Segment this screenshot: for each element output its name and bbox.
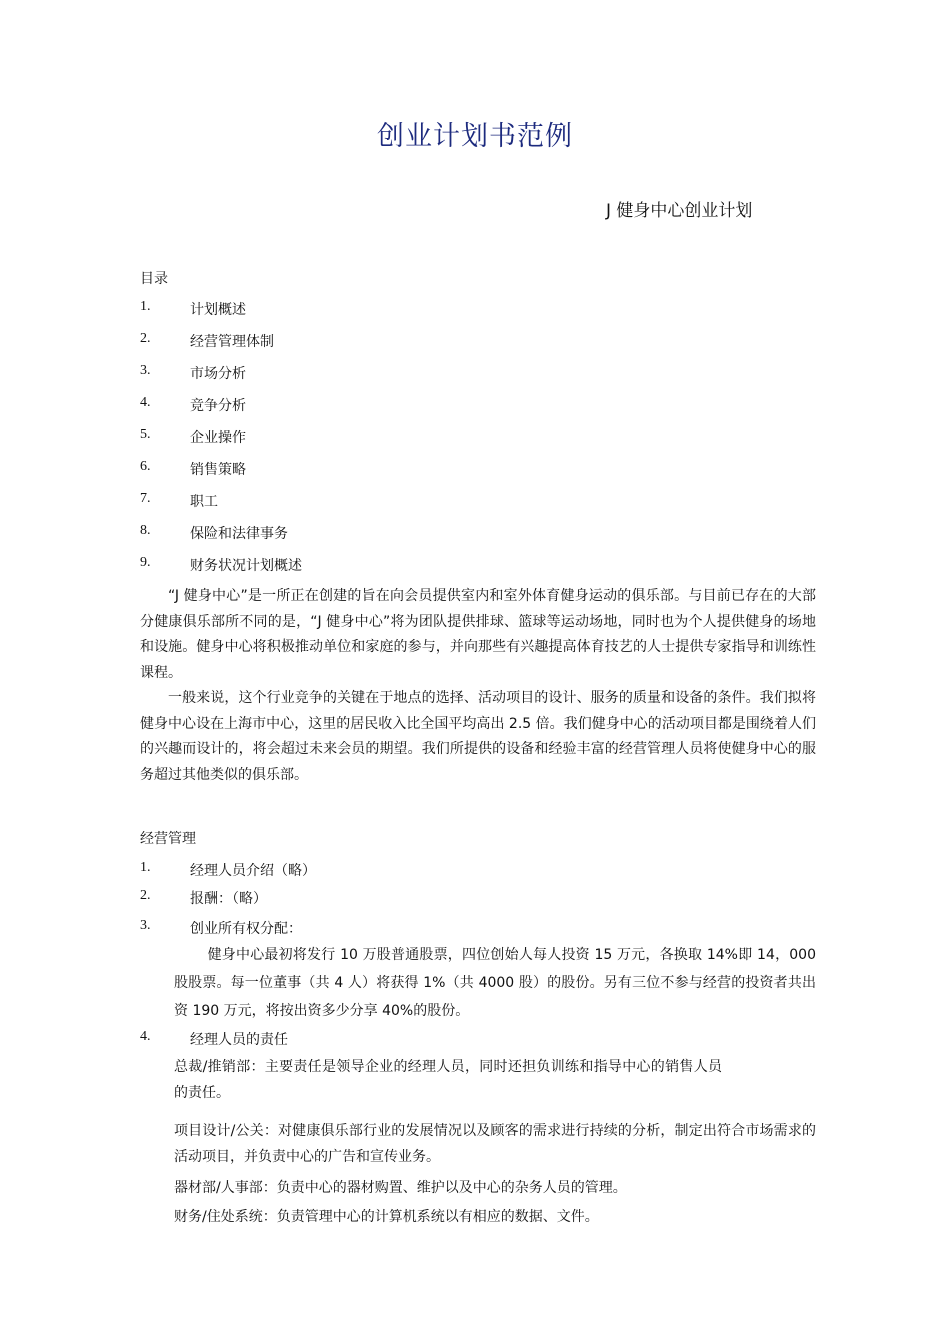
management-item-number: 1. (140, 860, 151, 875)
toc-item-label: 保险和法律事务 (190, 526, 288, 542)
toc-item-label: 市场分析 (190, 366, 246, 382)
toc-item-number: 7. (140, 491, 151, 506)
toc-item-number: 1. (140, 299, 151, 314)
responsibility-paragraph: 财务/住处系统：负责管理中心的计算机系统以有相应的数据、文件。 (174, 1209, 599, 1225)
toc-item-number: 6. (140, 459, 151, 474)
toc-item-label: 财务状况计划概述 (190, 558, 302, 574)
toc-item-label: 职工 (190, 494, 218, 510)
document-title: 创业计划书范例 (377, 121, 573, 152)
toc-item-label: 竞争分析 (190, 398, 246, 414)
toc-item-number: 2. (140, 331, 151, 346)
toc-item-number: 9. (140, 555, 151, 570)
toc-item-number: 3. (140, 363, 151, 378)
toc-item-label: 计划概述 (190, 302, 246, 318)
toc-item-number: 5. (140, 427, 151, 442)
management-item-number: 3. (140, 918, 151, 933)
document-subtitle: J 健身中心创业计划 (606, 201, 753, 221)
toc-heading: 目录 (140, 271, 168, 287)
responsibility-paragraph: 总裁/推销部：主要责任是领导企业的经理人员，同时还担负训练和指导中心的销售人员的责任。 (174, 1059, 722, 1101)
toc-item-label: 经营管理体制 (190, 334, 274, 350)
toc-item-label: 销售策略 (190, 462, 246, 478)
ownership-paragraph: 健身中心最初将发行 10 万股普通股票，四位创始人每人投资 15 万元，各换取 14%即 14，000 股股票。每一位董事（共 4 人）将获得 1%（共 4000 股）的股份。另有三位不参与经营的投资者共出资 190 万元，将按出资多少分享 40%的股份。 (174, 947, 816, 1019)
toc-item-number: 8. (140, 523, 151, 538)
responsibility-paragraph: 项目设计/公关：对健康俱乐部行业的发展情况以及顾客的需求进行持续的分析，制定出符合市场需求的活动项目，并负责中心的广告和宣传业务。 (174, 1123, 816, 1165)
management-item-label: 创业所有权分配： (190, 921, 302, 937)
management-item-label: 报酬：（略） (190, 891, 267, 907)
management-heading: 经营管理 (140, 831, 196, 847)
management-item-number: 4. (140, 1029, 151, 1044)
responsibility-paragraph: 器材部/人事部：负责中心的器材购置、维护以及中心的杂务人员的管理。 (174, 1180, 627, 1196)
management-item-number: 2. (140, 888, 151, 903)
intro-paragraph: “J 健身中心”是一所正在创建的旨在向会员提供室内和室外体育健身运动的俱乐部。与目前已存在的大部分健康俱乐部所不同的是，“J 健身中心”将为团队提供排球、篮球等运动场地，同时也为个人提供健身的场地和设施。健身中心将积极推动单位和家庭的参与，并向那些有兴趣提高体育技艺的人士提供专家指导和训练性课程。 (140, 588, 816, 681)
intro-paragraph: 一般来说，这个行业竞争的关键在于地点的选择、活动项目的设计、服务的质量和设备的条件。我们拟将健身中心设在上海市中心，这里的居民收入比全国平均高出 2.5 倍。我们健身中心的活动项目都是围绕着人们的兴趣而设计的，将会超过未来会员的期望。我们所提供的设备和经验丰富的经营管理人员将使健身中心的服务超过其他类似的俱乐部。 (140, 690, 816, 783)
toc-item-label: 企业操作 (190, 430, 246, 446)
management-item-label: 经理人员的责任 (190, 1032, 288, 1048)
management-item-label: 经理人员介绍（略） (190, 863, 316, 879)
toc-item-number: 4. (140, 395, 151, 410)
